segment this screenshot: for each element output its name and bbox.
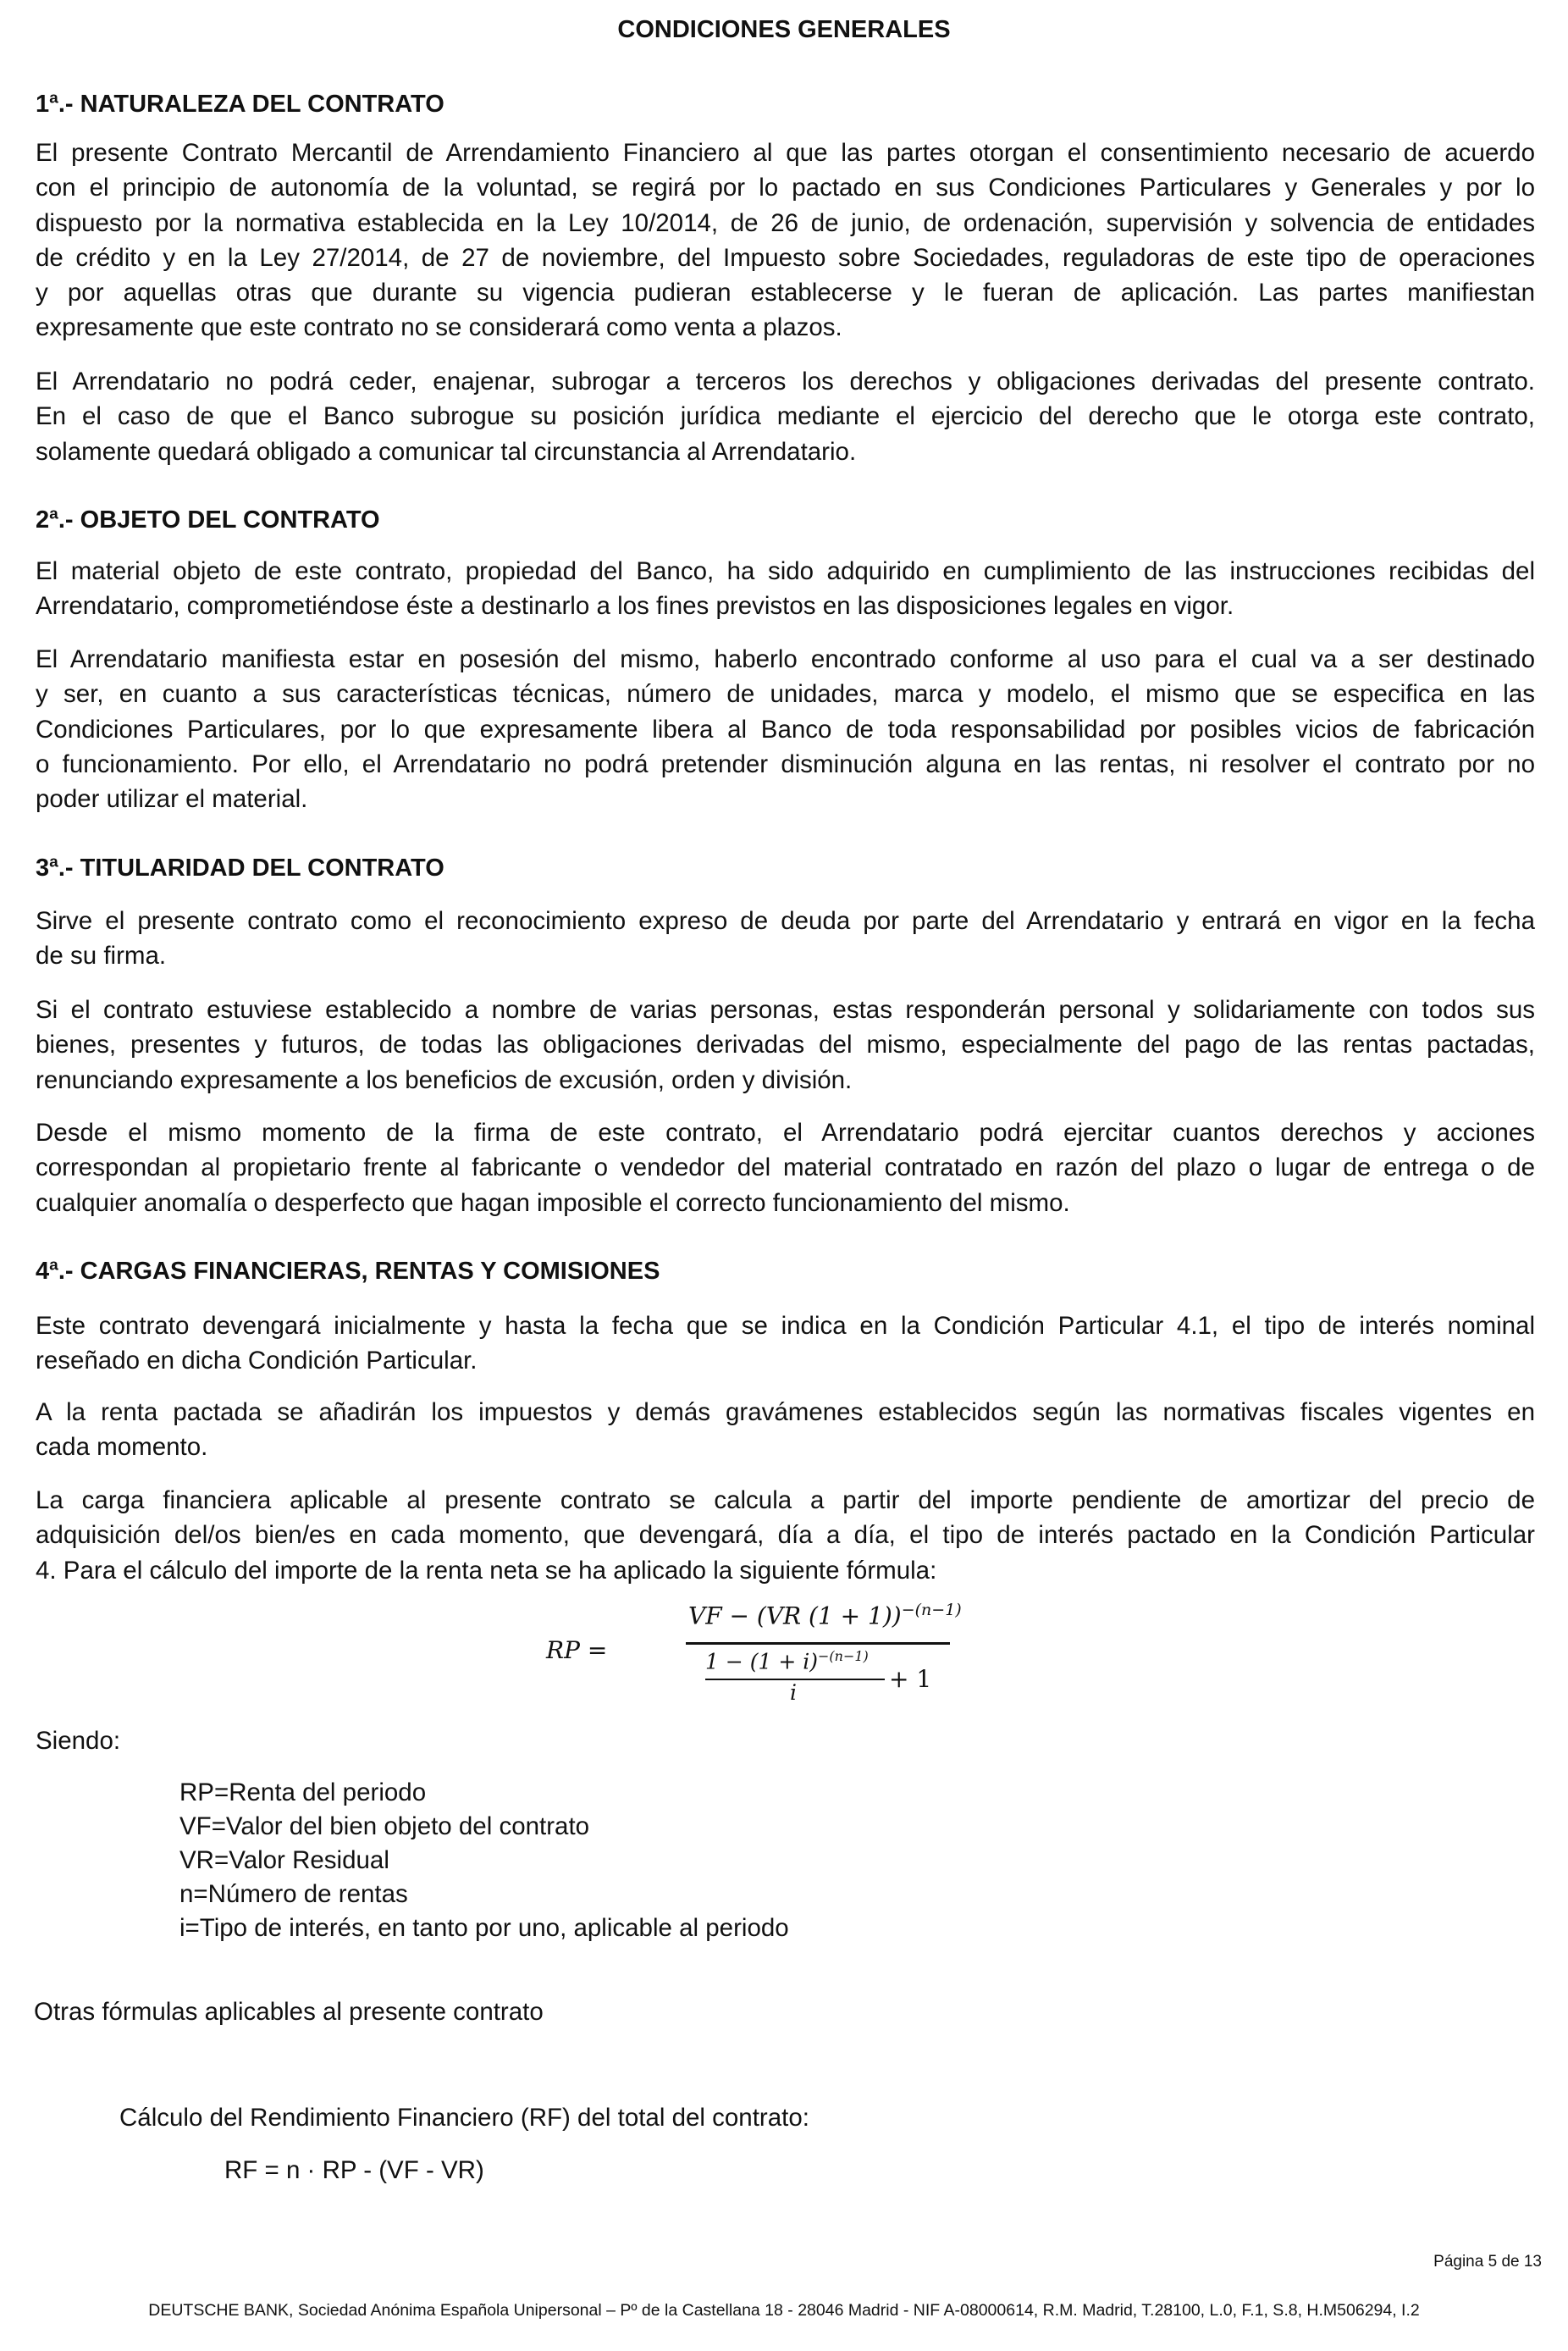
- inner-exponent: −(n−1): [818, 1648, 869, 1664]
- page-number: Página 5 de 13: [1433, 2253, 1542, 2271]
- paragraph-line: cada momento.: [36, 1433, 208, 1462]
- paragraph-line: y ser, en cuanto a sus características técnicas, número de unidades, marca y modelo, el mismo que se especifica en las: [36, 680, 1535, 709]
- paragraph-line: El material objeto de este contrato, propiedad del Banco, ha sido adquirido en cumplimiento de las instrucciones recibidas del: [36, 557, 1535, 585]
- paragraph-line: o funcionamiento. Por ello, el Arrendatario no podrá pretender disminución alguna en las rentas, ni resolver el contrato por no: [36, 750, 1535, 778]
- inner-denominator: i: [790, 1680, 797, 1705]
- definition-item: i=Tipo de interés, en tanto por uno, aplicable al periodo: [179, 1914, 789, 1942]
- paragraph-line: y por aquellas otras que durante su vigencia pudieran establecerse y le fueran de aplicación. Las partes manifiestan: [36, 279, 1535, 307]
- section-heading: 2ª.- OBJETO DEL CONTRATO: [36, 506, 380, 534]
- paragraph-line: poder utilizar el material.: [36, 785, 308, 814]
- section-heading: 1ª.- NATURALEZA DEL CONTRATO: [36, 91, 444, 118]
- paragraph: [36, 1115, 1535, 1220]
- paragraph: [36, 136, 1535, 346]
- formula-plus-one: + 1: [889, 1665, 932, 1693]
- paragraph: [36, 1308, 1535, 1379]
- paragraph-line: solamente quedará obligado a comunicar tal circunstancia al Arrendatario.: [36, 437, 857, 466]
- paragraph-line: En el caso de que el Banco subrogue su posición jurídica mediante el ejercicio del derecho que le otorga este contrato,: [36, 402, 1535, 431]
- paragraph: [36, 364, 1535, 469]
- paragraph-line: El Arrendatario no podrá ceder, enajenar, subrogar a terceros los derechos y obligaciones derivadas del presente contrato.: [36, 368, 1535, 396]
- paragraph-line: renunciando expresamente a los beneficios de excusión, orden y división.: [36, 1065, 853, 1094]
- paragraph-line: con el principio de autonomía de la voluntad, se regirá por lo pactado en sus Condiciones Particulares y Generales y por lo: [36, 174, 1535, 202]
- paragraph: [36, 1483, 1535, 1588]
- paragraph-line: Este contrato devengará inicialmente y hasta la fecha que se indica en la Condición Particular 4.1, el tipo de interés nominal: [36, 1312, 1535, 1340]
- paragraph-line: correspondan al propietario frente al fabricante o vendedor del material contratado en razón del plazo o lugar de entrega o de: [36, 1153, 1535, 1182]
- paragraph: [36, 904, 1535, 974]
- paragraph-line: Condiciones Particulares, por lo que expresamente libera al Banco de toda responsabilidad por posibles vicios de fabricación: [36, 715, 1535, 744]
- formula-lhs: RP =: [546, 1636, 608, 1664]
- paragraph-line: El presente Contrato Mercantil de Arrendamiento Financiero al que las partes otorgan el consentimiento necesario de acuerdo: [36, 139, 1535, 167]
- inner-numerator-text: 1 − (1 + i): [705, 1649, 818, 1674]
- footer: DEUTSCHE BANK, Sociedad Anónima Española Unipersonal – Pº de la Castellana 18 - 28046 Madrid - NIF A-08000614, R.M. Madrid, T.28100, L.0, F.1, S.8, H.M506294, I.2: [148, 2301, 1420, 2320]
- rf-formula: RF = n · RP - (VF - VR): [224, 2156, 484, 2184]
- paragraph-line: expresamente que este contrato no se considerará como venta a plazos.: [36, 313, 842, 342]
- paragraph: [36, 554, 1535, 624]
- section-heading: 3ª.- TITULARIDAD DEL CONTRATO: [36, 855, 444, 882]
- siendo-label: Siendo:: [36, 1727, 121, 1755]
- fraction-bar: [686, 1642, 950, 1645]
- paragraph-line: Desde el mismo momento de la firma de este contrato, el Arrendatario podrá ejercitar cuantos derechos y acciones: [36, 1119, 1535, 1147]
- formula-numerator: [688, 1601, 962, 1629]
- rf-label: Cálculo del Rendimiento Financiero (RF) del total del contrato:: [119, 2104, 809, 2132]
- paragraph-line: dispuesto por la normativa establecida en la Ley 10/2014, de 26 de junio, de ordenación, supervisión y solvencia de entidades: [36, 208, 1535, 237]
- definition-item: RP=Renta del periodo: [179, 1778, 427, 1806]
- paragraph-line: El Arrendatario manifiesta estar en posesión del mismo, haberlo encontrado conforme al uso para el cual va a ser destinado: [36, 645, 1535, 673]
- definitions-list: [179, 1776, 789, 1945]
- paragraph-line: reseñado en dicha Condición Particular.: [36, 1347, 478, 1375]
- numerator-text: VF − (VR (1 + 1)): [688, 1601, 902, 1630]
- paragraph: [36, 993, 1535, 1098]
- paragraph-line: Arrendatario, comprometiéndose éste a destinarlo a los fines previstos en las disposiciones legales en vigor.: [36, 592, 1234, 621]
- paragraph-line: A la renta pactada se añadirán los impuestos y demás gravámenes establecidos según las normativas fiscales vigentes en: [36, 1398, 1535, 1426]
- other-formulas-label: Otras fórmulas aplicables al presente contrato: [34, 1998, 544, 2026]
- paragraph-line: 4. Para el cálculo del importe de la renta neta se ha aplicado la siguiente fórmula:: [36, 1556, 937, 1585]
- paragraph-line: adquisición del/os bien/es en cada momento, que devengará, día a día, el tipo de interés pactado en la Condición Particular: [36, 1521, 1535, 1550]
- definition-item: VR=Valor Residual: [179, 1846, 389, 1874]
- paragraph-line: La carga financiera aplicable al presente contrato se calcula a partir del importe pendiente de amortizar del precio de: [36, 1486, 1535, 1514]
- section-heading: 4ª.- CARGAS FINANCIERAS, RENTAS Y COMISIONES: [36, 1258, 660, 1285]
- inner-numerator: [705, 1648, 869, 1673]
- paragraph-line: de su firma.: [36, 942, 167, 971]
- paragraph: [36, 642, 1535, 816]
- paragraph: [36, 1395, 1535, 1465]
- paragraph-line: bienes, presentes y futuros, de todas las obligaciones derivadas del mismo, especialmente del pago de las rentas pactadas,: [36, 1031, 1535, 1059]
- definition-item: n=Número de rentas: [179, 1880, 408, 1908]
- paragraph-line: cualquier anomalía o desperfecto que hagan imposible el correcto funcionamiento del mismo.: [36, 1188, 1070, 1217]
- paragraph-line: Si el contrato estuviese establecido a nombre de varias personas, estas responderán personal y solidariamente con todos sus: [36, 996, 1535, 1024]
- paragraph-line: Sirve el presente contrato como el reconocimiento expreso de deuda por parte del Arrendatario y entrará en vigor en la fecha: [36, 907, 1535, 935]
- definition-item: VF=Valor del bien objeto del contrato: [179, 1812, 590, 1840]
- paragraph-line: de crédito y en la Ley 27/2014, de 27 de noviembre, del Impuesto sobre Sociedades, reguladoras de este tipo de operaciones: [36, 243, 1535, 272]
- numerator-exponent: −(n−1): [901, 1601, 962, 1619]
- document-title: CONDICIONES GENERALES: [617, 16, 951, 43]
